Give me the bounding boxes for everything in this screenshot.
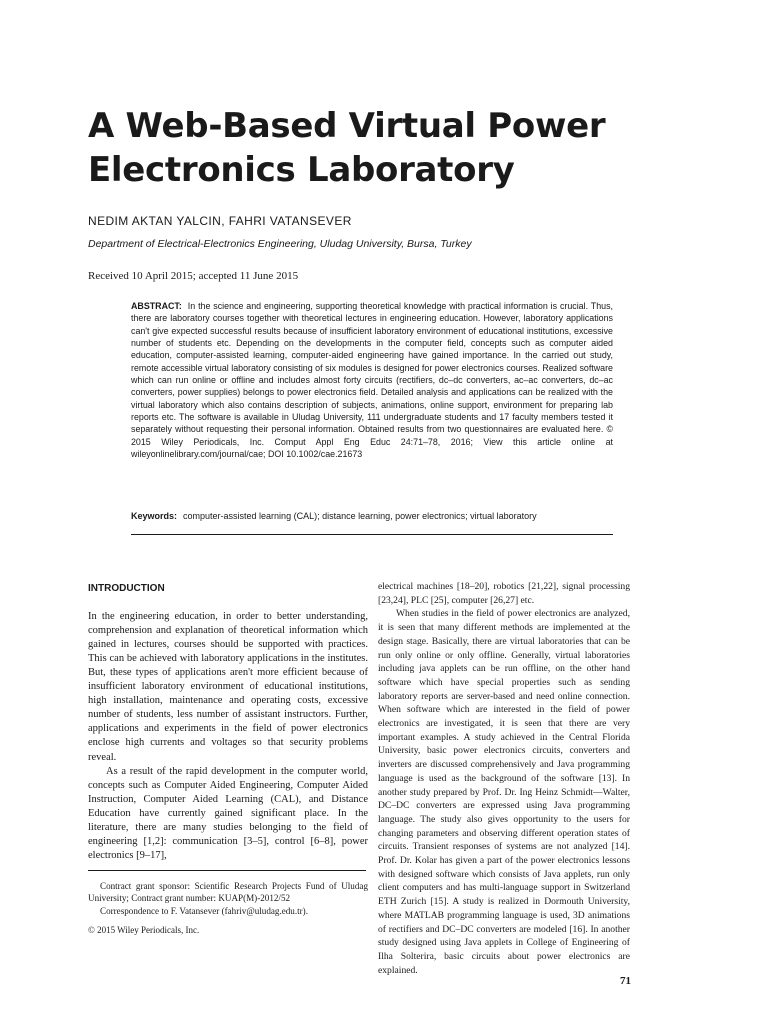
keywords-label: Keywords: — [131, 511, 178, 521]
article-title — [88, 104, 648, 192]
title-line-1: A Web-Based Virtual Power — [88, 106, 606, 146]
title-line-2: Electronics Laboratory — [88, 150, 515, 190]
paragraph: When studies in the field of power electronics are analyzed, it is seen that many different methods are implemented at the design stage. Basically, there are virtual laboratories that can be run only online or only offline. Generally, virtual laboratories including java applets can be run offline, on the other hand software which have special properties such as sending laboratory reports are server-based and need online connection. When software which are interested in the field of power electronics are investigated, it is seen that there are very important examples. A study achieved in the Central Florida University, basic power electronics circuits, converters and inverters are discussed comprehensively and Java programming language is used as the background of the software [13]. In another study prepared by Prof. Dr. Ing Heinz Schmidt—Walter, DC–DC converters are expressed using Java programming language. The study also gives opportunity to the users for changing parameters and observing different operation states of circuits. Transient responses of systems are not analyzed [14]. Prof. Dr. Kolar has given a part of the power electronics lessons with designed software which consists of Java applets, run only client computers and has multi-language support in Switzerland ETH Zurich [15]. A study is realized in Dormouth University, where MATLAB programming language is used, 3D animations of rectifiers and DC–DC converters are modeled [16]. In another study designed using Java applets in College of Engineering of Ilha Solterira, basic circuits about power electronics are explained. — [378, 608, 630, 976]
page-number: 71 — [620, 975, 631, 987]
section-divider — [131, 534, 613, 535]
abstract-text: In the science and engineering, supporting theoretical knowledge with practical information is crucial. Thus, there are laboratory courses together with theoretical lectures in engineering education. However, laboratory applications can't give expected successful results because of insufficient laboratory environment of educational institutions, excessive number of students etc. Depending on the developments in the computer field, concepts such as computer aided education, computer-assisted learning, computer-aided engineering have gained importance. In the carried out study, remote accessible virtual laboratory consisting of six modules is designed for power electronics courses. Realized software which can run online or offline and includes almost forty circuits (rectifiers, dc–dc converters, ac–ac converters, dc–ac converters, power supplies) belongs to power electronics field. Detailed analysis and applications can be realized with the virtual laboratory which also contains description of subjects, animations, online support, environment for preparing lab reports etc. The software is available in Uludag University, 111 undergraduate students and 17 faculty members tested it separately without requesting their personal information. Obtained results from two questionnaires are evaluated here. © 2015 Wiley Periodicals, Inc. Comput Appl Eng Educ 24:71–78, 2016; View this article online at wileyonlinelibrary.com/journal/cae; DOI 10.1002/cae.21673 — [131, 301, 613, 460]
keywords — [131, 511, 537, 521]
received-date: Received 10 April 2015; accepted 11 June 2015 — [88, 270, 299, 282]
grant-note: Contract grant sponsor: Scientific Research Projects Fund of Uludag University; Contract grant number: KUAP(M)-2012/52 — [88, 881, 368, 904]
footnote-divider — [88, 870, 366, 871]
left-column — [88, 580, 368, 863]
correspondence-note: Correspondence to F. Vatansever (fahriv@uludag.edu.tr). — [100, 905, 308, 916]
paragraph: As a result of the rapid development in the computer world, concepts such as Computer Aided Engineering, Computer Aided Instruction, Computer Aided Learning (CAL), and Distance Education have currently gained significant place. In the literature, there are many studies belonging to the field of engineering [1,2]: communication [3–5], control [6–8], power electronics [9–17], — [88, 765, 368, 861]
keywords-text: computer-assisted learning (CAL); distance learning, power electronics; virtual laboratory — [183, 511, 537, 521]
right-column — [378, 580, 630, 977]
abstract — [131, 300, 613, 460]
affiliation: Department of Electrical-Electronics Engineering, Uludag University, Bursa, Turkey — [88, 238, 472, 250]
copyright-note: © 2015 Wiley Periodicals, Inc. — [88, 925, 200, 935]
footnote — [88, 880, 368, 917]
section-heading-introduction: INTRODUCTION — [88, 583, 165, 594]
paragraph: In the engineering education, in order to better understanding, comprehension and explanation of theoretical information which gained in lectures, courses should be supported with practices. This can be achieved with laboratory applications in the institutes. But, these types of applications aren't more efficient because of insufficient laboratory environment of educational institutions, high installation, maintenance and operating costs, excessive number of students, less number of assistant instructors. Further, applications and experiments in the field of power electronics enclose high currents and voltages so that security problems reveal. — [88, 611, 368, 763]
author-list: NEDIM AKTAN YALCIN, FAHRI VATANSEVER — [88, 214, 352, 228]
abstract-label: ABSTRACT: — [131, 301, 182, 311]
paragraph: electrical machines [18–20], robotics [21,22], signal processing [23,24], PLC [25], computer [26,27] etc. — [378, 581, 630, 606]
